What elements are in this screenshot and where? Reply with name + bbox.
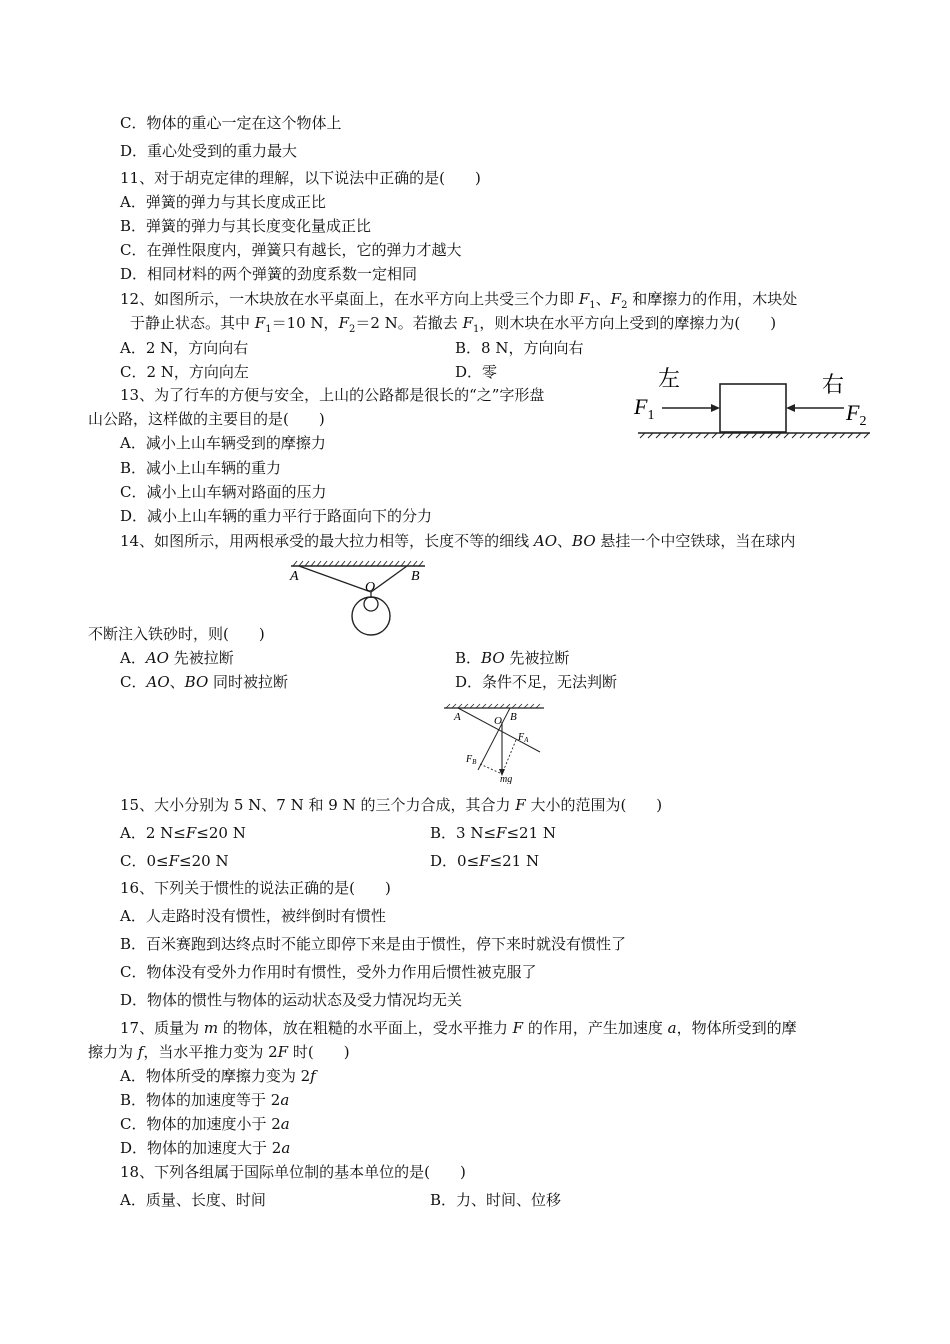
q11-option-b: B．弹簧的弹力与其长度变化量成正比: [120, 217, 372, 235]
q11-option-d: D．相同材料的两个弹簧的劲度系数一定相同: [120, 265, 418, 283]
var: F: [185, 824, 197, 842]
text: ≤21 N: [489, 852, 540, 870]
var: BO: [481, 649, 505, 667]
var: F: [512, 1019, 524, 1037]
var: F: [338, 314, 349, 332]
text: D．物体的加速度大于 2: [120, 1139, 282, 1157]
q16-option-d: D．物体的惯性与物体的运动状态及受力情况均无关: [120, 991, 463, 1009]
q15-stem: [120, 795, 662, 815]
text: 同时被拉断: [208, 673, 289, 691]
q17-stem-line2: [88, 1042, 350, 1062]
q12-option-c: C．2 N，方向向左: [120, 363, 249, 381]
q16-option-a: A．人走路时没有惯性，被绊倒时有惯性: [120, 907, 386, 925]
q13-option-b: B．减小上山车辆的重力: [120, 459, 282, 477]
label-fa: [517, 732, 529, 744]
right-label: 右: [822, 372, 845, 397]
var: F: [610, 290, 622, 308]
var: F: [168, 852, 180, 870]
f1-letter: F: [634, 394, 648, 419]
q14-option-c: [120, 672, 288, 692]
iron-ball: [352, 597, 390, 635]
text: 和摩擦力的作用，木块处: [627, 290, 798, 308]
text: C．0≤: [120, 852, 169, 870]
label-fb: [465, 754, 477, 766]
q12-option-b: B．8 N，方向向右: [455, 339, 584, 357]
q16-option-b: B．百米赛跑到达终点时不能立即停下来是由于惯性，停下来时就没有惯性了: [120, 935, 627, 953]
parallelogram-side-1: [480, 764, 502, 774]
var: BO: [572, 532, 596, 550]
q14-option-d: D．条件不足，无法判断: [455, 673, 618, 691]
var: a: [667, 1019, 677, 1037]
var: a: [280, 1115, 290, 1133]
var: f: [137, 1043, 144, 1061]
label-a: A: [290, 569, 299, 584]
label-b: B: [510, 711, 517, 723]
q14-ball-figure: [285, 558, 430, 640]
text: C．物体的加速度小于 2: [120, 1115, 281, 1133]
hook-ring: [364, 597, 378, 611]
fb-sub: B: [472, 758, 477, 766]
string-bo: [371, 566, 407, 592]
f1-arrowhead: [711, 404, 720, 412]
string-ao: [299, 566, 371, 592]
q14-option-a: [120, 648, 234, 668]
text: C．: [120, 673, 147, 691]
q15-option-b: [430, 823, 556, 843]
var: F: [496, 824, 507, 842]
f2-arrowhead: [786, 404, 795, 412]
q14-option-b: [455, 648, 569, 668]
q17-option-c: [120, 1114, 290, 1134]
text: ≤21 N: [506, 824, 557, 842]
var: F: [254, 314, 266, 332]
text: ≤20 N: [179, 852, 229, 870]
q13-stem-line2: 山公路，这样做的主要目的是( ): [88, 410, 325, 428]
f1-sub: 1: [647, 408, 655, 423]
var: BO: [184, 673, 209, 691]
text: 大小的范围为( ): [525, 796, 663, 814]
text: B．3 N≤: [430, 824, 497, 842]
fa-sub: A: [524, 736, 529, 744]
text: ＝10 N，: [271, 314, 339, 332]
var: m: [203, 1019, 219, 1037]
q15-option-a: [120, 823, 246, 843]
parallelogram-side-2: [502, 740, 516, 774]
text: 的作用，产生加速度: [523, 1019, 668, 1037]
text: 14、如图所示，用两根承受的最大拉力相等，长度不等的细线: [120, 532, 534, 550]
label-b: B: [411, 569, 420, 584]
q11-stem: 11、对于胡克定律的理解，以下说法中正确的是( ): [120, 169, 481, 187]
q13-option-d: D．减小上山车辆的重力平行于路面向下的分力: [120, 507, 433, 525]
text: A．2 N≤: [120, 824, 186, 842]
wooden-block: [720, 384, 786, 432]
text: 、: [557, 532, 573, 550]
q12-option-a: A．2 N，方向向右: [120, 339, 249, 357]
q15-option-d: [430, 851, 539, 871]
text: 悬挂一个中空铁球，当在球内: [595, 532, 796, 550]
text: 时( ): [288, 1043, 350, 1061]
sub: 1: [473, 324, 480, 335]
q11-option-a: A．弹簧的弹力与其长度成正比: [120, 193, 326, 211]
label-o: O: [494, 715, 502, 727]
label-mg: mg: [500, 774, 513, 784]
text: ＝2 N。若撤去: [355, 314, 463, 332]
fa-letter: F: [518, 732, 525, 743]
var: a: [281, 1139, 291, 1157]
q18-option-a: A．质量、长度、时间: [120, 1191, 266, 1209]
f2-letter: F: [846, 400, 860, 425]
text: B．物体的加速度等于 2: [120, 1091, 281, 1109]
var: F: [277, 1043, 289, 1061]
f2-label: [845, 400, 866, 429]
text: ，当水平推力变为 2: [143, 1043, 278, 1061]
text: 、: [595, 290, 611, 308]
q17-option-a: [120, 1066, 316, 1086]
text: 先被拉断: [168, 649, 234, 667]
q11-option-c: C．在弹性限度内，弹簧只有越长，它的弹力才越大: [120, 241, 462, 259]
var: AO: [533, 532, 557, 550]
text: ，物体所受到的摩: [676, 1019, 797, 1037]
var: F: [578, 290, 590, 308]
q12-block-figure: [630, 362, 875, 442]
text: 12、如图所示，一木块放在水平桌面上，在水平方向上共受三个力即: [120, 290, 579, 308]
text: A．物体所受的摩擦力变为 2: [120, 1067, 311, 1085]
var: F: [479, 852, 490, 870]
q18-stem: 18、下列各组属于国际单位制的基本单位的是( ): [120, 1163, 466, 1181]
text: 擦力为: [88, 1043, 138, 1061]
text: ，则木块在水平方向上受到的摩擦力为( ): [479, 314, 777, 332]
var: F: [515, 796, 526, 814]
q16-option-c: C．物体没有受外力作用时有惯性，受外力作用后惯性被克服了: [120, 963, 537, 981]
sub: 1: [265, 324, 272, 335]
text: 15、大小分别为 5 N、7 N 和 9 N 的三个力合成，其合力: [120, 796, 516, 814]
var: F: [462, 314, 473, 332]
text: 、: [169, 673, 185, 691]
var: f: [310, 1067, 316, 1085]
q10-option-d: D．重心处受到的重力最大: [120, 142, 298, 160]
text: B．: [455, 649, 482, 667]
text: 先被拉断: [504, 649, 570, 667]
q15-option-c: [120, 851, 229, 871]
text: 17、质量为: [120, 1019, 204, 1037]
q17-stem-line1: [120, 1018, 797, 1038]
f1-label: [633, 394, 654, 423]
q14-stem-line2: 不断注入铁砂时，则( ): [88, 625, 265, 643]
text: ≤20 N: [196, 824, 246, 842]
q12-option-d: D．零: [455, 363, 498, 381]
left-label: 左: [658, 366, 681, 391]
sub: 2: [621, 300, 628, 311]
q13-option-a: A．减小上山车辆受到的摩擦力: [120, 434, 326, 452]
q16-stem: 16、下列关于惯性的说法正确的是( ): [120, 879, 391, 897]
q13-stem-line1: 13、为了行车的方便与安全，上山的公路都是很长的“之”字形盘: [120, 386, 545, 404]
text: 于静止状态。其中: [130, 314, 255, 332]
label-a: A: [454, 711, 461, 723]
q12-stem-line1: [120, 289, 797, 316]
q17-option-d: [120, 1138, 290, 1158]
q13-option-c: C．减小上山车辆对路面的压力: [120, 483, 327, 501]
var: AO: [146, 673, 170, 691]
var: a: [280, 1091, 290, 1109]
sub: 1: [589, 300, 596, 311]
label-o: O: [365, 580, 376, 595]
q12-stem-line2: [130, 313, 776, 340]
f2-sub: 2: [859, 414, 867, 429]
q18-option-b: B．力、时间、位移: [430, 1191, 562, 1209]
text: 的物体，放在粗糙的水平面上，受水平推力: [218, 1019, 513, 1037]
text: A．: [120, 649, 146, 667]
text: D．0≤: [430, 852, 480, 870]
q17-option-b: [120, 1090, 289, 1110]
q14-stem-line1: [120, 531, 795, 551]
sub: 2: [348, 324, 356, 335]
var: AO: [145, 649, 169, 667]
q14-force-figure: [440, 700, 550, 784]
fb-letter: F: [466, 754, 473, 765]
q10-option-c: C．物体的重心一定在这个物体上: [120, 114, 342, 132]
